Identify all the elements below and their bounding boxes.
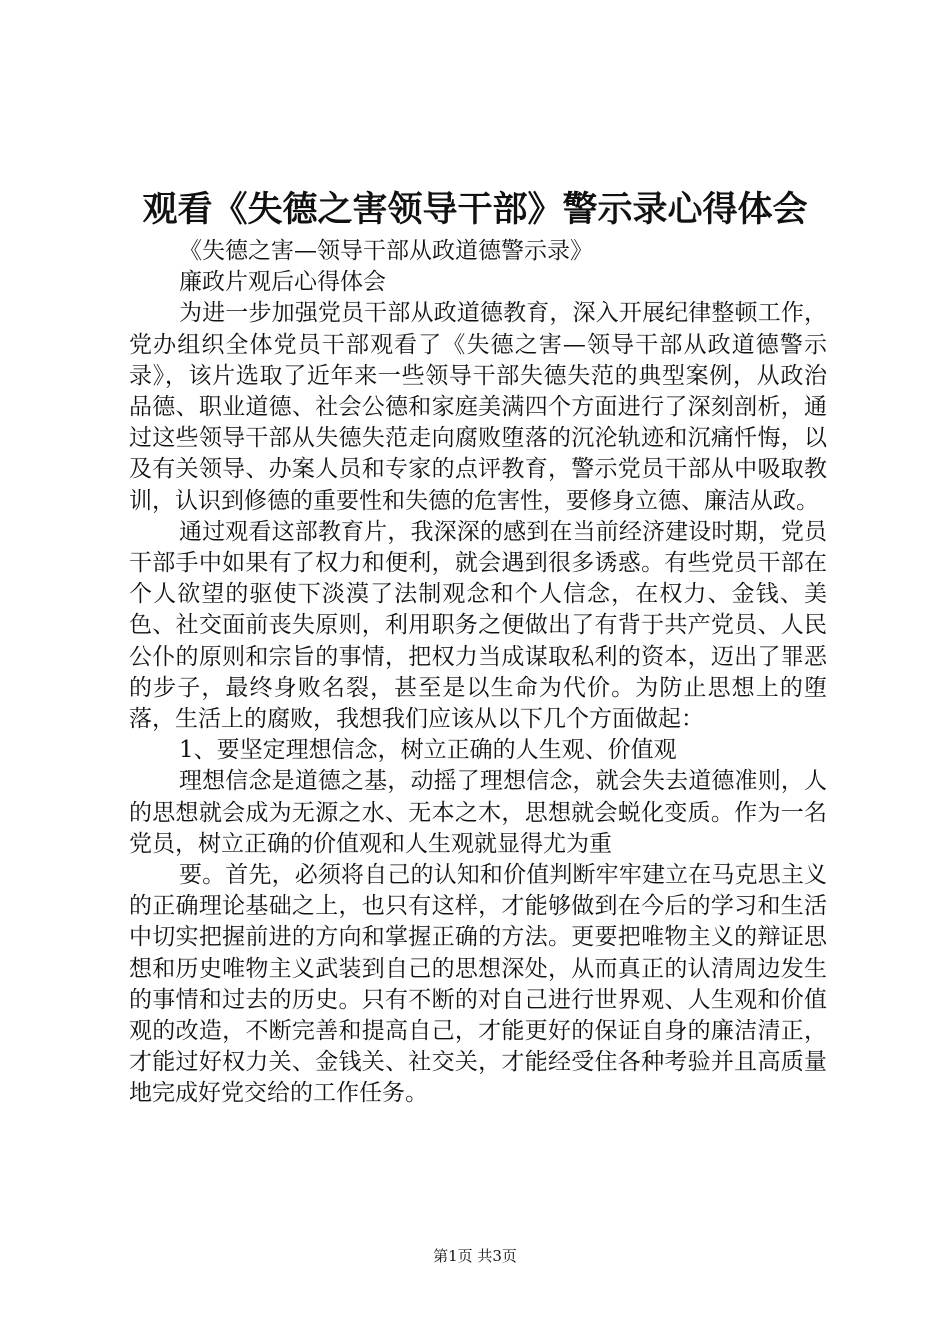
document-title: 观看《失德之害领导干部》警示录心得体会 xyxy=(142,189,808,230)
page-footer: 第1页 共3页 xyxy=(433,1247,517,1265)
section-heading: 1、要坚定理想信念，树立正确的人生观、价值观 xyxy=(179,737,677,764)
body-paragraph: 通过观看这部教育片，我深深的感到在当前经济建设时期，党员干部手中如果有了权力和便利，就会遇到很多诱惑。有些党员干部在个人欲望的驱使下淡漠了法制观念和个人信念，在权力、金钱、美色、社交面前丧失原则，利用职务之便做出了有背于共产党员、人民公仆的原则和宗旨的事情，把权力当成谋取私利的资本，迈出了罪恶的步子，最终身败名裂，甚至是以生命为代价。为防止思想上的堕落，生活上的腐败，我想我们应该从以下几个方面做起： xyxy=(129,518,827,733)
subtitle-line: 《失德之害—领导干部从政道德警示录》 xyxy=(179,238,593,264)
subtitle-line: 廉政片观后心得体会 xyxy=(179,269,386,296)
body-paragraph: 理想信念是道德之基，动摇了理想信念，就会失去道德准则，人的思想就会成为无源之水、无本之木，思想就会蜕化变质。作为一名党员，树立正确的价值观和人生观就显得尤为重 xyxy=(129,768,827,857)
body-paragraph: 为进一步加强党员干部从政道德教育，深入开展纪律整顿工作，党办组织全体党员干部观看了《失德之害—领导干部从政道德警示录》，该片选取了近年来一些领导干部失德失范的典型案例，从政治品德、职业道德、社会公德和家庭美满四个方面进行了深刻剖析，通过这些领导干部从失德失范走向腐败堕落的沉沦轨迹和沉痛忏悔，以及有关领导、办案人员和专家的点评教育，警示党员干部从中吸取教训，认识到修德的重要性和失德的危害性，要修身立德、廉洁从政。 xyxy=(129,300,827,514)
body-paragraph: 要。首先，必须将自己的认知和价值判断牢牢建立在马克思主义的正确理论基础之上，也只有这样，才能够做到在今后的学习和生活中切实把握前进的方向和掌握正确的方法。更要把唯物主义的辩证思想和历史唯物主义武装到自己的思想深处，从而真正的认清周边发生的事情和过去的历史。只有不断的对自己进行世界观、人生观和价值观的改造，不断完善和提高自己，才能更好的保证自身的廉洁清正，才能过好权力关、金钱关、社交关，才能经受住各种考验并且高质量地完成好党交给的工作任务。 xyxy=(129,862,827,1107)
document-body xyxy=(129,236,827,1110)
